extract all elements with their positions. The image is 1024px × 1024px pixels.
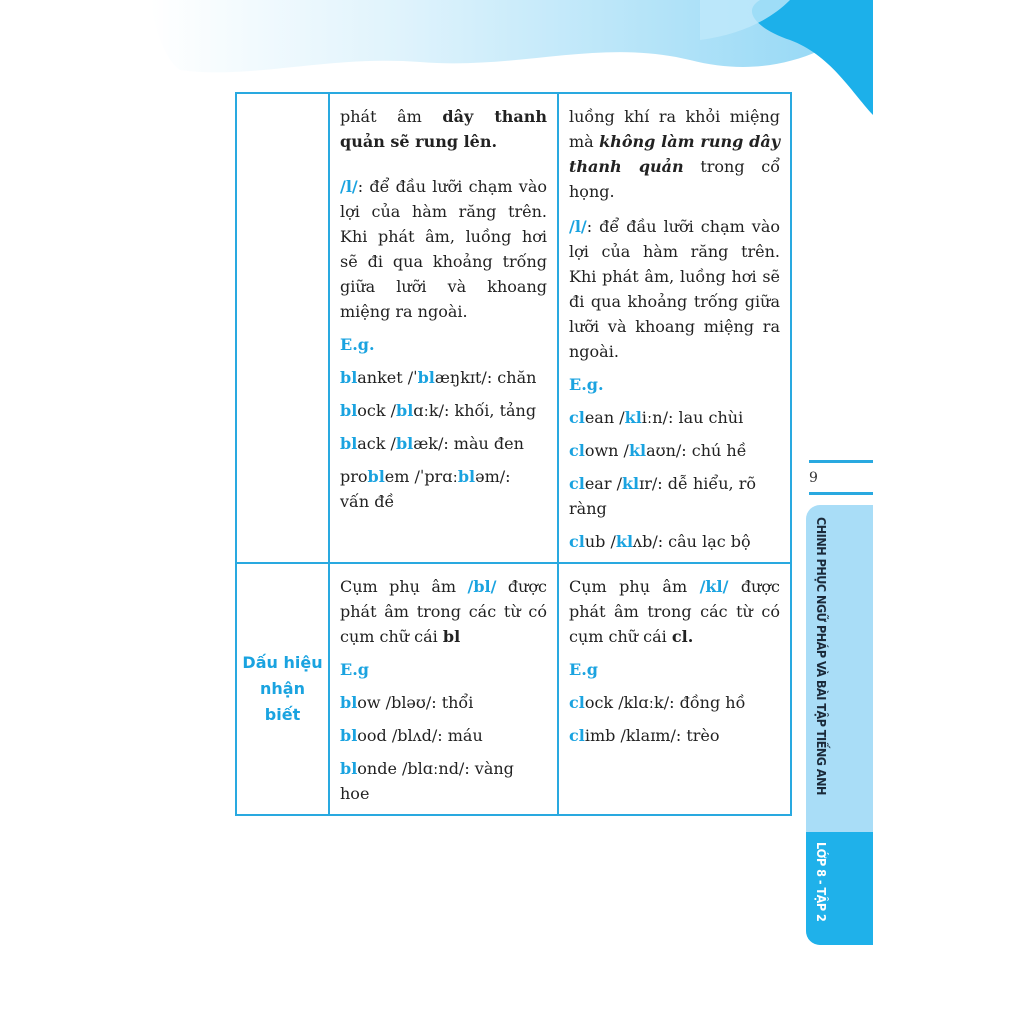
example-heading: E.g xyxy=(340,660,369,679)
example-item: clear /klɪr/: dễ hiểu, rõ ràng xyxy=(569,474,756,518)
bl-description-cell: phát âm dây thanh quản sẽ rung lên. /l/: để đầu lưỡi chạm vào lợi của hàm răng trên. Khi phát âm, luồng hơi sẽ đi qua khoảng trống giữa lưỡi và khoang miệng ra ngoài. E.g. blanket /ˈblæŋkɪt/: chăn block /blɑːk/: khối, tảng black /blæk/: màu đen problem /ˈprɑːbləm/: vấn đề xyxy=(329,93,558,563)
recognition-sign-label: Dấu hiệu nhận biết xyxy=(236,563,329,815)
bl-recognition-cell: Cụm phụ âm /bl/ được phát âm trong các từ có cụm chữ cái bl E.g blow /bləʊ/: thổi blood /blʌd/: máu blonde /blɑːnd/: vàng hoe xyxy=(329,563,558,815)
label-cell-empty xyxy=(236,93,329,563)
example-heading: E.g. xyxy=(569,375,604,394)
pronunciation-table xyxy=(235,92,792,816)
example-item: problem /ˈprɑːbləm/: vấn đề xyxy=(340,467,511,511)
table-row xyxy=(236,93,791,563)
example-item: blanket /ˈblæŋkɪt/: chăn xyxy=(340,368,537,387)
book-title-sidebar xyxy=(806,505,873,945)
table-row xyxy=(236,563,791,815)
example-item: blow /bləʊ/: thổi xyxy=(340,693,474,712)
example-item: clean /kliːn/: lau chùi xyxy=(569,408,744,427)
example-item: clown /klaʊn/: chú hề xyxy=(569,441,747,460)
page-number-rule-top xyxy=(809,460,873,463)
grade-band xyxy=(806,832,873,945)
example-item: black /blæk/: màu đen xyxy=(340,434,524,453)
book-grade: LỚP 8 - TẬP 2 xyxy=(814,842,829,922)
example-heading: E.g. xyxy=(340,335,375,354)
page-number: 9 xyxy=(809,470,818,486)
example-heading: E.g xyxy=(569,660,598,679)
page-number-rule-bottom xyxy=(809,492,873,495)
example-item: clock /klɑːk/: đồng hồ xyxy=(569,693,746,712)
example-item: climb /klaɪm/: trèo xyxy=(569,726,720,745)
example-item: blonde /blɑːnd/: vàng hoe xyxy=(340,759,514,803)
kl-description-cell: luồng khí ra khỏi miệng mà không làm rung dây thanh quản trong cổ họng. /l/: để đầu lưỡi chạm vào lợi của hàm răng trên. Khi phát âm, luồng hơi sẽ đi qua khoảng trống giữa lưỡi và khoang miệng ra ngoài. E.g. clean /kliːn/: lau chùi clown /klaʊn/: chú hề clear /klɪr/: dễ hiểu, rõ ràng club /klʌb/: câu lạc bộ xyxy=(558,93,791,563)
book-title: CHINH PHỤC NGỮ PHÁP VÀ BÀI TẬP TIẾNG ANH xyxy=(814,517,829,795)
kl-recognition-cell: Cụm phụ âm /kl/ được phát âm trong các từ có cụm chữ cái cl. E.g clock /klɑːk/: đồng hồ climb /klaɪm/: trèo xyxy=(558,563,791,815)
example-item: club /klʌb/: câu lạc bộ xyxy=(569,532,751,551)
example-item: block /blɑːk/: khối, tảng xyxy=(340,401,537,420)
example-item: blood /blʌd/: máu xyxy=(340,726,483,745)
